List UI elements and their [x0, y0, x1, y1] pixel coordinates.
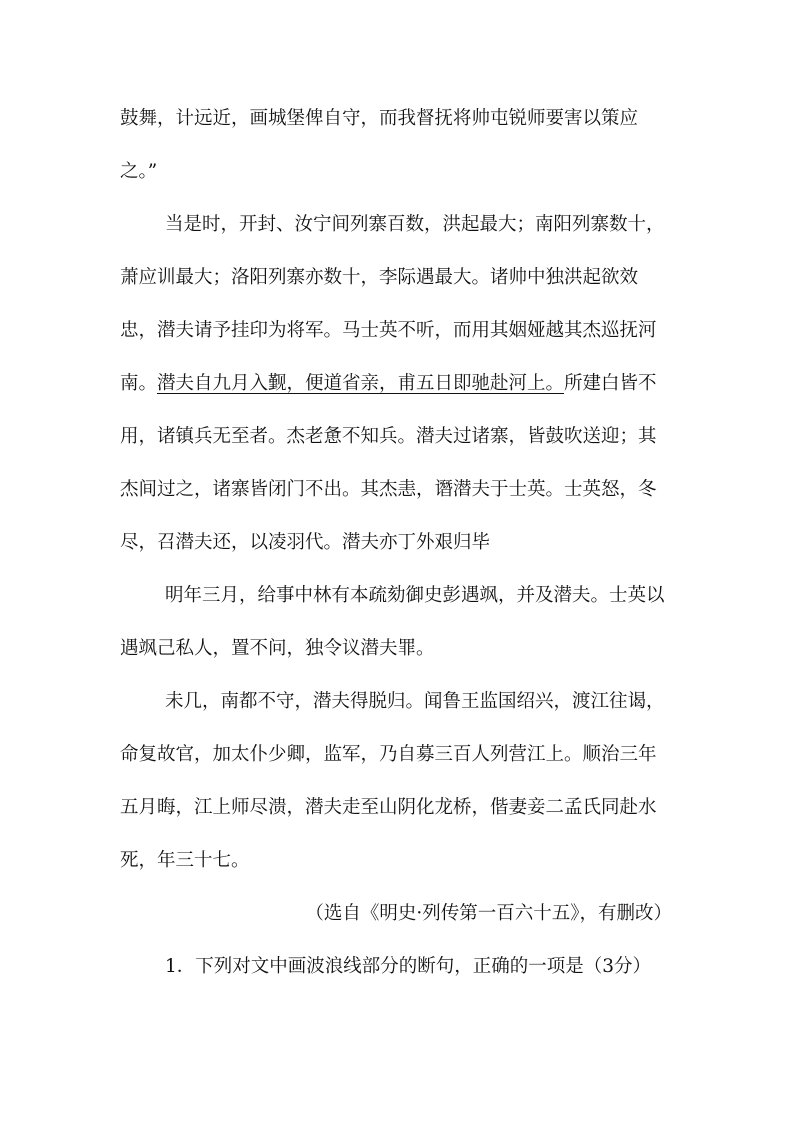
- text-line-8: 杰间过之，诸寨皆闭门不出。其杰恚，谮潜夫于士英。士英怒，冬: [120, 479, 657, 500]
- text-line-4: 萧应训最大；洛阳列寨亦数十，李际遇最大。诸帅中独洪起欲效: [120, 267, 639, 288]
- text-line-1: 鼓舞，计远近，画城堡俾自守，而我督抚将帅屯锐师要害以策应: [120, 108, 639, 129]
- text-line-2: 之。”: [120, 161, 158, 182]
- text-line-11: 遇飒己私人，置不问，独令议潜夫罪。: [120, 638, 435, 659]
- text-line-12: 未几，南都不守，潜夫得脱归。闻鲁王监国绍兴，渡江往谒，: [165, 691, 665, 712]
- text-line-7: 用，诸镇兵无至者。杰老惫不知兵。潜夫过诸寨，皆鼓吹送迎；其: [120, 426, 657, 447]
- underlined-sentence: 潜夫自九月入觐，便道省亲，甫五日即驰赴河上。: [157, 373, 565, 394]
- text-line-14: 五月晦，江上师尽溃，潜夫走至山阴化龙桥，偕妻妾二孟氏同赴水: [120, 797, 657, 818]
- text-line-10: 明年三月，给事中林有本疏劾御史彭遇飒，并及潜夫。士英以: [165, 585, 665, 606]
- text-line-15: 死，年三十七。: [120, 850, 250, 871]
- text-line-9: 尽，召潜夫还，以凌羽代。潜夫亦丁外艰归毕: [120, 532, 491, 553]
- text-line-3: 当是时，开封、汝宁间列寨百数，洪起最大；南阳列寨数十，: [165, 214, 665, 235]
- text-line-13: 命复故官，加太仆少卿，监军，乃自募三百人列营江上。顺治三年: [120, 744, 657, 765]
- source-citation: （选自《明史·列传第一百六十五》，有删改）: [305, 903, 672, 924]
- question-1: 1．下列对文中画波浪线部分的断句，正确的一项是（3分）: [165, 956, 652, 977]
- text-line-5: 忠，潜夫请予挂印为将军。马士英不听，而用其姻娅越其杰巡抚河: [120, 320, 657, 341]
- text-line-6-end: 所建白皆不: [564, 373, 657, 394]
- text-line-6-start: 南。: [120, 373, 158, 394]
- text-line-6: [120, 372, 657, 396]
